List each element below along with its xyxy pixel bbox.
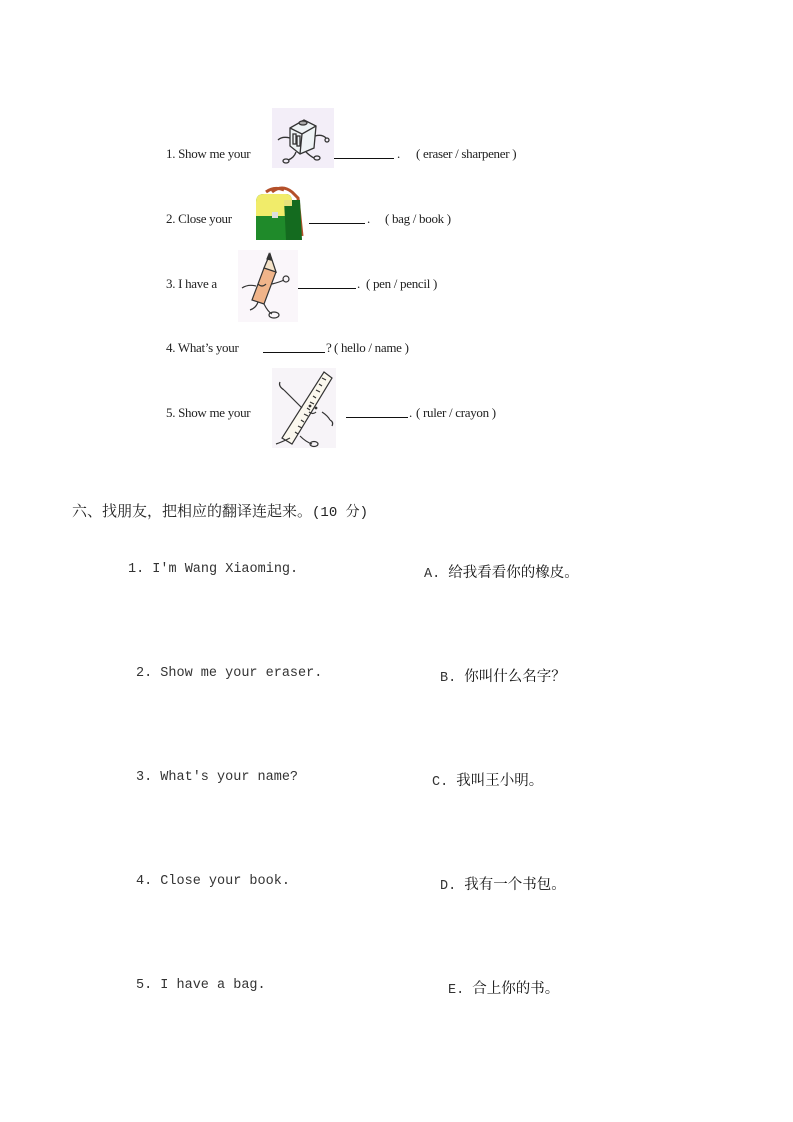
match-right-letter: D. xyxy=(440,879,457,894)
match-right-letter: E. xyxy=(448,983,465,998)
match-right-text: 给我看看你的橡皮。 xyxy=(448,565,579,581)
match-right-e[interactable] xyxy=(448,977,559,998)
match-right-text: 我有一个书包。 xyxy=(464,877,566,893)
match-right-text: 我叫王小明。 xyxy=(456,773,544,789)
match-right-letter: B. xyxy=(440,671,457,686)
match-right-b[interactable] xyxy=(440,665,566,686)
fill-in-suffix-3: . xyxy=(357,276,360,291)
fill-in-suffix-4: ? xyxy=(326,340,332,355)
sharpener-cartoon-icon xyxy=(272,108,334,168)
match-left-2[interactable]: 2. Show me your eraser. xyxy=(136,666,323,681)
fill-in-suffix-5: . xyxy=(409,405,412,420)
match-left-5[interactable]: 5. I have a bag. xyxy=(136,978,266,993)
matching-title-text: 六、找朋友，把相应的翻译连起来。 xyxy=(72,502,313,520)
match-right-letter: A. xyxy=(424,567,441,582)
match-right-letter: C. xyxy=(432,775,449,790)
match-right-text: 合上你的书。 xyxy=(472,981,560,997)
match-left-3[interactable]: 3. What's your name? xyxy=(136,770,299,785)
match-right-text: 你叫什么名字？ xyxy=(464,669,566,685)
fill-in-options-3: ( pen / pencil ) xyxy=(366,276,438,291)
fill-in-options-2: ( bag / book ) xyxy=(385,211,451,226)
fill-in-suffix-2: . xyxy=(367,211,370,226)
match-right-d[interactable] xyxy=(440,873,566,894)
fill-in-options-5: ( ruler / crayon ) xyxy=(416,405,496,420)
fill-in-answer-2[interactable] xyxy=(309,211,365,228)
ruler-cartoon-icon xyxy=(272,368,336,448)
fill-in-prefix-3: 3. I have a xyxy=(166,276,217,291)
fill-in-prefix-1: 1. Show me your xyxy=(166,146,251,161)
fill-in-answer-3[interactable] xyxy=(298,276,356,293)
fill-in-answer-4[interactable] xyxy=(263,340,325,357)
fill-in-options-4: ( hello / name ) xyxy=(334,340,409,355)
match-right-c[interactable] xyxy=(432,769,543,790)
fill-in-answer-1[interactable] xyxy=(334,146,394,163)
match-left-1[interactable]: 1. I'm Wang Xiaoming. xyxy=(128,562,299,577)
match-left-4[interactable]: 4. Close your book. xyxy=(136,874,290,889)
schoolbag-picture-icon xyxy=(252,186,308,244)
fill-in-prefix-5: 5. Show me your xyxy=(166,405,251,420)
fill-in-options-1: ( eraser / sharpener ) xyxy=(416,146,517,161)
fill-in-prefix-4: 4. What’s your xyxy=(166,340,239,355)
matching-section-title xyxy=(72,500,368,521)
fill-in-answer-5[interactable] xyxy=(346,405,408,422)
fill-in-suffix-1: . xyxy=(397,146,400,161)
matching-score: (10 分) xyxy=(312,505,369,521)
fill-in-prefix-2: 2. Close your xyxy=(166,211,232,226)
match-right-a[interactable] xyxy=(424,561,579,582)
pencil-cartoon-icon xyxy=(238,250,298,322)
